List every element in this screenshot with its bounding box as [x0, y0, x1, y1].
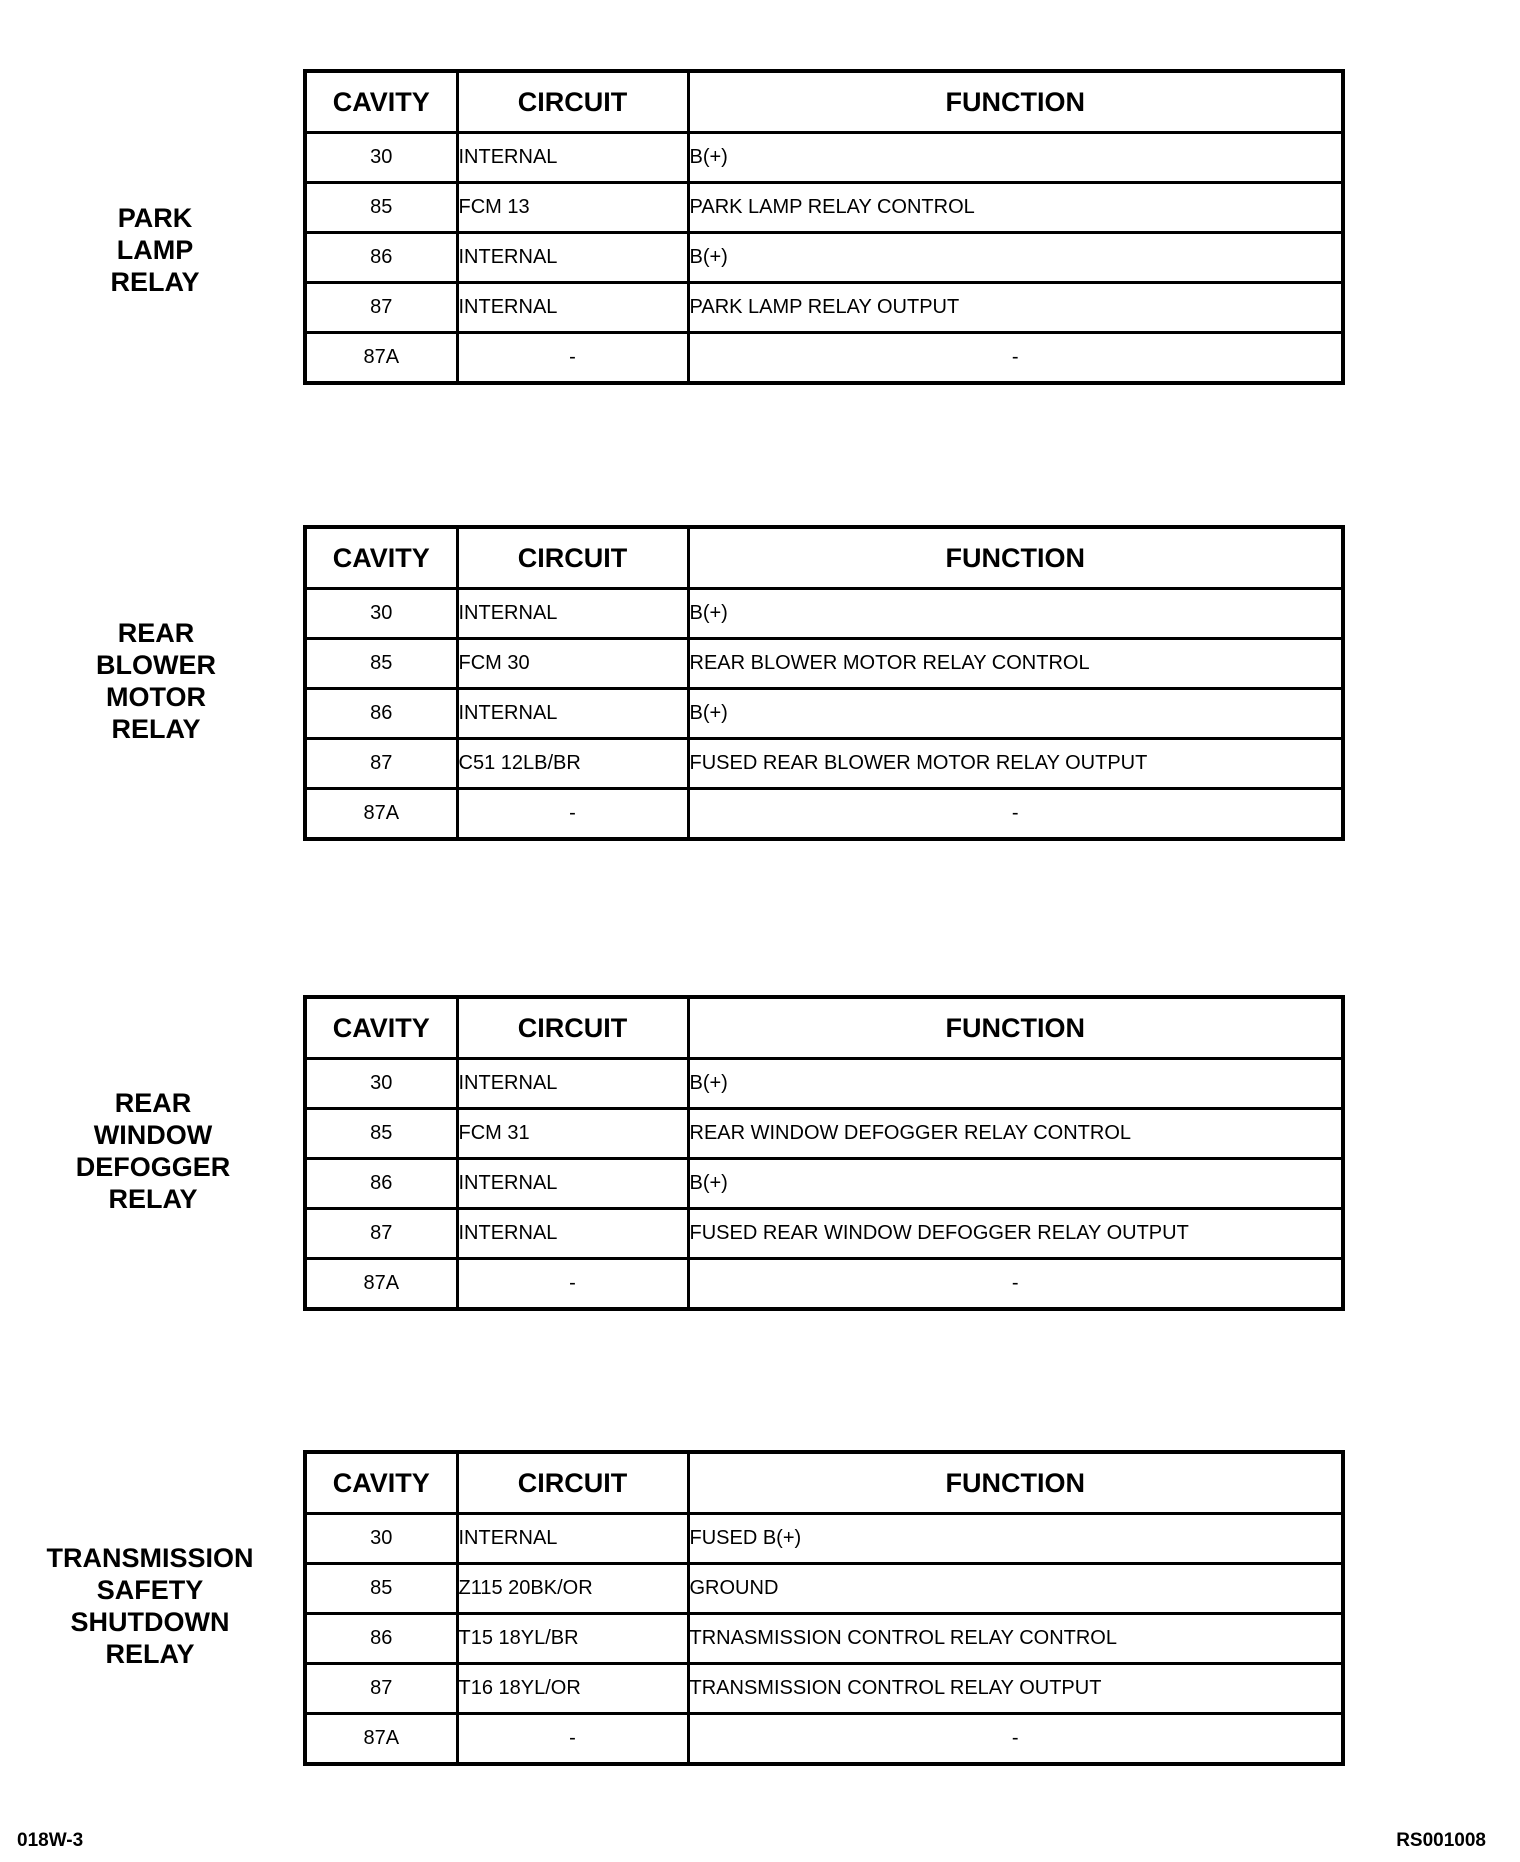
circuit-cell: -: [457, 333, 688, 384]
function-cell: FUSED REAR BLOWER MOTOR RELAY OUTPUT: [688, 739, 1343, 789]
cavity-cell: 87: [305, 283, 457, 333]
function-cell: REAR WINDOW DEFOGGER RELAY CONTROL: [688, 1109, 1343, 1159]
cavity-cell: 86: [305, 233, 457, 283]
header-function: FUNCTION: [688, 997, 1343, 1059]
relay-label-line: MOTOR: [106, 682, 206, 712]
table-row: [305, 1664, 1343, 1714]
circuit-cell: INTERNAL: [457, 589, 688, 639]
cavity-cell: 30: [305, 1059, 457, 1109]
function-cell: B(+): [688, 133, 1343, 183]
function-cell: B(+): [688, 1159, 1343, 1209]
function-cell: B(+): [688, 1059, 1343, 1109]
circuit-cell: INTERNAL: [457, 133, 688, 183]
relay-label-rear-window-defogger: [13, 1087, 293, 1215]
cavity-cell: 87A: [305, 333, 457, 384]
relay-label-line: SHUTDOWN: [70, 1607, 230, 1637]
circuit-cell: -: [457, 789, 688, 840]
circuit-cell: INTERNAL: [457, 1159, 688, 1209]
footer-code-left: 018W-3: [17, 1830, 84, 1851]
table-row: [305, 1614, 1343, 1664]
cavity-cell: 87: [305, 1664, 457, 1714]
circuit-cell: T15 18YL/BR: [457, 1614, 688, 1664]
table-header-row: [305, 1452, 1343, 1514]
header-circuit: CIRCUIT: [457, 1452, 688, 1514]
pin-table-transmission-safety-shutdown: [303, 1450, 1345, 1766]
circuit-cell: INTERNAL: [457, 689, 688, 739]
circuit-cell: -: [457, 1714, 688, 1765]
table-row: [305, 1514, 1343, 1564]
function-cell: FUSED REAR WINDOW DEFOGGER RELAY OUTPUT: [688, 1209, 1343, 1259]
table-row: [305, 1059, 1343, 1109]
function-cell: PARK LAMP RELAY OUTPUT: [688, 283, 1343, 333]
function-cell: GROUND: [688, 1564, 1343, 1614]
circuit-cell: FCM 30: [457, 639, 688, 689]
header-cavity: CAVITY: [305, 1452, 457, 1514]
relay-label-line: SAFETY: [96, 1575, 204, 1605]
header-cavity: CAVITY: [305, 997, 457, 1059]
function-cell: B(+): [688, 689, 1343, 739]
relay-label-line: REAR: [117, 618, 195, 648]
table-row: [305, 589, 1343, 639]
table-row: [305, 133, 1343, 183]
function-cell: -: [688, 1714, 1343, 1765]
table-header-row: [305, 527, 1343, 589]
relay-label-park-lamp: [15, 202, 295, 298]
relay-label-line: TRANSMISSION: [46, 1543, 254, 1573]
cavity-cell: 85: [305, 639, 457, 689]
function-cell: PARK LAMP RELAY CONTROL: [688, 183, 1343, 233]
circuit-cell: INTERNAL: [457, 1059, 688, 1109]
cavity-cell: 86: [305, 1159, 457, 1209]
cavity-cell: 85: [305, 1109, 457, 1159]
function-cell: -: [688, 333, 1343, 384]
pin-table-park-lamp: [303, 69, 1345, 385]
cavity-cell: 87: [305, 1209, 457, 1259]
relay-label-line: RELAY: [111, 714, 201, 744]
relay-label-line: RELAY: [110, 267, 200, 297]
relay-label-line: PARK: [117, 203, 193, 233]
table-row: [305, 183, 1343, 233]
circuit-cell: INTERNAL: [457, 233, 688, 283]
circuit-cell: C51 12LB/BR: [457, 739, 688, 789]
circuit-cell: INTERNAL: [457, 283, 688, 333]
function-cell: -: [688, 789, 1343, 840]
circuit-cell: FCM 13: [457, 183, 688, 233]
cavity-cell: 85: [305, 183, 457, 233]
circuit-cell: INTERNAL: [457, 1209, 688, 1259]
relay-label-transmission-safety-shutdown: [10, 1542, 290, 1670]
table-row: [305, 1564, 1343, 1614]
header-circuit: CIRCUIT: [457, 997, 688, 1059]
cavity-cell: 30: [305, 589, 457, 639]
cavity-cell: 86: [305, 689, 457, 739]
table-row: [305, 1109, 1343, 1159]
table-row: [305, 1259, 1343, 1310]
table-row: [305, 283, 1343, 333]
circuit-cell: FCM 31: [457, 1109, 688, 1159]
relay-label-line: LAMP: [116, 235, 194, 265]
cavity-cell: 30: [305, 133, 457, 183]
cavity-cell: 87: [305, 739, 457, 789]
relay-label-line: BLOWER: [96, 650, 216, 680]
function-cell: FUSED B(+): [688, 1514, 1343, 1564]
cavity-cell: 86: [305, 1614, 457, 1664]
table-row: [305, 1209, 1343, 1259]
pin-table-rear-window-defogger: [303, 995, 1345, 1311]
table-row: [305, 1714, 1343, 1765]
cavity-cell: 30: [305, 1514, 457, 1564]
header-circuit: CIRCUIT: [457, 71, 688, 133]
footer-code-right: RS001008: [1396, 1830, 1486, 1851]
function-cell: B(+): [688, 589, 1343, 639]
table-row: [305, 739, 1343, 789]
header-circuit: CIRCUIT: [457, 527, 688, 589]
header-cavity: CAVITY: [305, 527, 457, 589]
function-cell: -: [688, 1259, 1343, 1310]
header-function: FUNCTION: [688, 71, 1343, 133]
table-row: [305, 789, 1343, 840]
pin-table-rear-blower-motor: [303, 525, 1345, 841]
cavity-cell: 85: [305, 1564, 457, 1614]
function-cell: B(+): [688, 233, 1343, 283]
table-row: [305, 1159, 1343, 1209]
table-header-row: [305, 71, 1343, 133]
circuit-cell: T16 18YL/OR: [457, 1664, 688, 1714]
cavity-cell: 87A: [305, 1714, 457, 1765]
relay-label-rear-blower-motor: [16, 617, 296, 745]
relay-label-line: WINDOW: [93, 1120, 213, 1150]
circuit-cell: -: [457, 1259, 688, 1310]
function-cell: TRNASMISSION CONTROL RELAY CONTROL: [688, 1614, 1343, 1664]
function-cell: REAR BLOWER MOTOR RELAY CONTROL: [688, 639, 1343, 689]
circuit-cell: INTERNAL: [457, 1514, 688, 1564]
table-row: [305, 689, 1343, 739]
circuit-cell: Z115 20BK/OR: [457, 1564, 688, 1614]
relay-label-line: RELAY: [108, 1184, 198, 1214]
table-header-row: [305, 997, 1343, 1059]
header-function: FUNCTION: [688, 1452, 1343, 1514]
table-row: [305, 233, 1343, 283]
cavity-cell: 87A: [305, 789, 457, 840]
header-cavity: CAVITY: [305, 71, 457, 133]
function-cell: TRANSMISSION CONTROL RELAY OUTPUT: [688, 1664, 1343, 1714]
table-row: [305, 333, 1343, 384]
header-function: FUNCTION: [688, 527, 1343, 589]
relay-label-line: REAR: [114, 1088, 192, 1118]
cavity-cell: 87A: [305, 1259, 457, 1310]
relay-label-line: RELAY: [105, 1639, 195, 1669]
relay-label-line: DEFOGGER: [75, 1152, 231, 1182]
table-row: [305, 639, 1343, 689]
